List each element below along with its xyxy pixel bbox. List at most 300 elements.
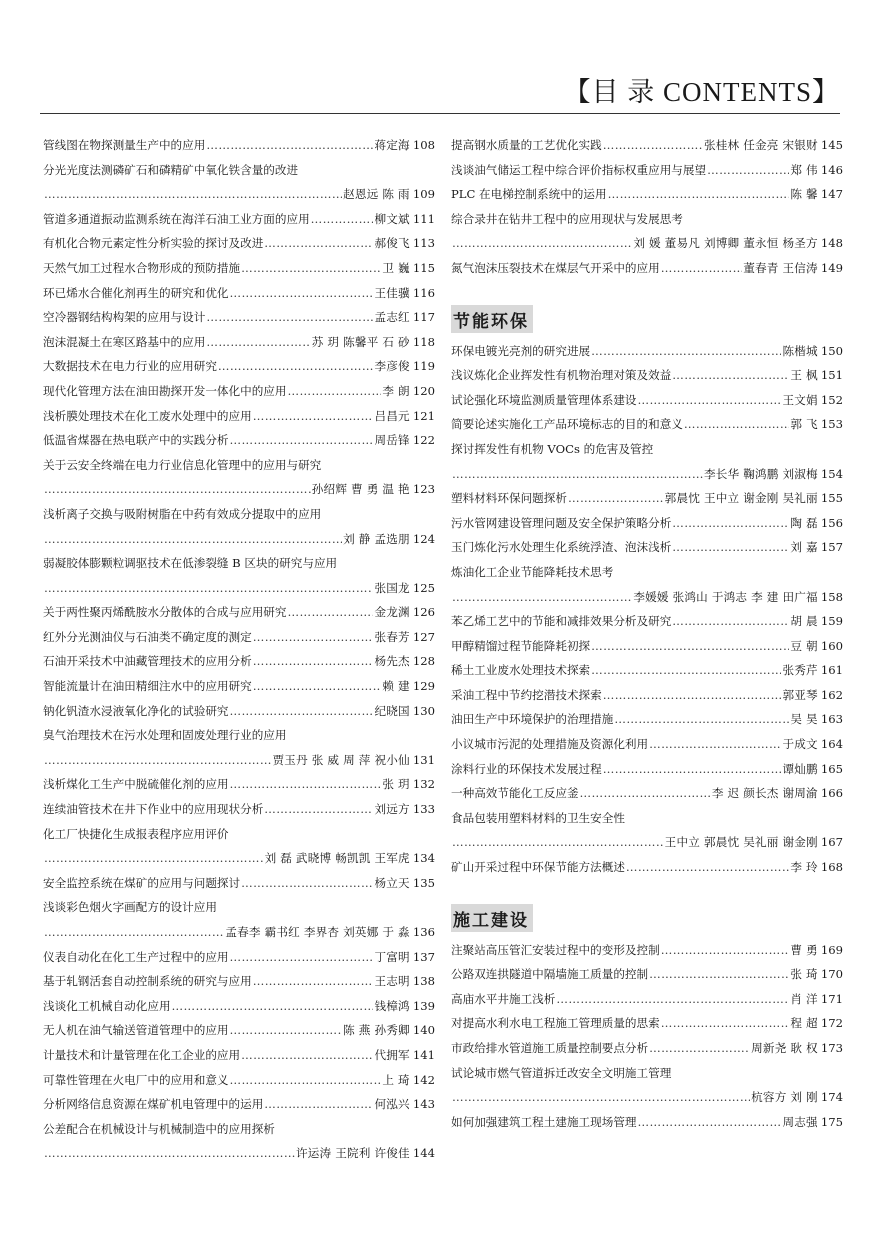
entry-page-number: 171 [820, 991, 843, 1006]
entry-page-number: 141 [412, 1047, 435, 1062]
toc-entry[interactable] [451, 806, 843, 831]
toc-entry[interactable] [43, 354, 435, 379]
dot-leader [241, 871, 373, 896]
dot-leader [241, 1043, 373, 1068]
dot-leader [452, 462, 703, 487]
entry-page-number: 137 [412, 949, 435, 964]
dot-leader [452, 585, 632, 610]
dot-leader [230, 1018, 343, 1043]
dot-leader [253, 404, 374, 429]
toc-entry[interactable] [451, 462, 843, 487]
entry-page-number: 173 [820, 1041, 843, 1055]
toc-entry[interactable] [43, 330, 435, 355]
entry-authors: 王 枫 [790, 368, 818, 383]
toc-entry[interactable] [451, 339, 843, 364]
entry-page-number: 151 [820, 368, 843, 383]
entry-title: 浅析膜处理技术在化工废水处理中的应用 [43, 408, 252, 423]
entry-title: 可靠性管理在火电厂中的应用和意义 [43, 1072, 229, 1087]
entry-title: 小议城市污泥的处理措施及资源化利用 [451, 737, 649, 752]
entry-page-number: 128 [412, 654, 435, 669]
entry-authors: 贾玉丹 张 威 周 萍 祝小仙 [272, 752, 410, 767]
toc-entry[interactable] [43, 895, 435, 920]
dot-leader [241, 256, 381, 281]
entry-page-number: 174 [820, 1090, 843, 1105]
entry-title: 弱凝胶体膨颗粒调驱技术在低渗裂缝 B 区块的研究与应用 [43, 556, 338, 571]
toc-entry[interactable] [451, 757, 843, 782]
entry-authors: 胡 晨 [790, 614, 818, 629]
entry-authors: 程 超 [790, 1016, 818, 1031]
toc-entry[interactable] [43, 600, 435, 625]
entry-title: 低温省煤器在热电联产中的实践分析 [43, 433, 229, 448]
toc-entry[interactable] [43, 1092, 435, 1117]
toc-entry[interactable] [451, 683, 843, 708]
entry-title: 环已烯水合催化剂再生的研究和优化 [43, 285, 229, 300]
entry-page-number: 136 [412, 925, 435, 939]
entry-title: 天然气加工过程水合物形成的预防措施 [43, 260, 241, 275]
entry-authors: 郝俊飞 [374, 236, 410, 251]
toc-entry[interactable] [451, 938, 843, 963]
entry-authors: 豆 朝 [790, 638, 818, 653]
toc-entry[interactable] [451, 437, 843, 462]
toc-entry[interactable] [43, 822, 435, 847]
entry-authors: 谭灿鹏 [782, 761, 818, 776]
entry-page-number: 158 [820, 589, 843, 604]
toc-entry[interactable] [43, 1068, 435, 1093]
entry-authors: 赵恩远 陈 雨 [343, 187, 410, 202]
toc-entry[interactable] [451, 658, 843, 683]
toc-entry[interactable] [43, 305, 435, 330]
entry-authors: 钱樟鸿 [374, 998, 410, 1013]
entry-authors: 张 琦 [790, 967, 818, 982]
entry-title: 矿山开采过程中环保节能方法概述 [451, 860, 625, 875]
toc-entry[interactable] [43, 576, 435, 601]
dot-leader [603, 683, 782, 708]
dot-leader [206, 133, 373, 158]
dot-leader [672, 535, 789, 560]
toc-entry[interactable] [43, 182, 435, 207]
entry-page-number: 123 [412, 482, 435, 497]
entry-page-number: 125 [412, 580, 435, 595]
dot-leader [661, 256, 743, 281]
toc-entry[interactable] [451, 1011, 843, 1036]
toc-entry[interactable] [43, 1018, 435, 1043]
entry-authors: 上 琦 [382, 1072, 410, 1087]
dot-leader [253, 649, 374, 674]
entry-title: 浅谈化工机械自动化应用 [43, 998, 171, 1013]
entry-page-number: 142 [412, 1072, 435, 1087]
toc-entry[interactable] [43, 748, 435, 773]
entry-title: 对提高水利水电工程施工管理质量的思索 [451, 1016, 660, 1031]
dot-leader [206, 305, 373, 330]
entry-title: 无人机在油气输送管道管理中的应用 [43, 1023, 229, 1038]
toc-entry[interactable] [43, 920, 435, 945]
entry-title: 化工厂快捷化生成报表程序应用评价 [43, 826, 229, 841]
toc-entry[interactable] [43, 281, 435, 306]
dot-leader [230, 772, 382, 797]
dot-leader [580, 781, 711, 806]
entry-page-number: 122 [412, 433, 435, 448]
entry-authors: 刘 静 孟选朋 [343, 531, 410, 546]
toc-entry[interactable] [451, 535, 843, 560]
toc-entry[interactable] [451, 207, 843, 232]
toc-entry[interactable] [43, 674, 435, 699]
entry-page-number: 108 [412, 138, 435, 152]
toc-entry[interactable] [43, 428, 435, 453]
entry-page-number: 139 [412, 998, 435, 1013]
toc-entry[interactable] [451, 1085, 843, 1110]
entry-page-number: 175 [820, 1114, 843, 1129]
toc-entry[interactable] [451, 363, 843, 388]
entry-page-number: 168 [820, 860, 843, 875]
dot-leader [591, 658, 781, 683]
entry-authors: 于成文 [782, 737, 818, 752]
entry-page-number: 120 [412, 383, 435, 398]
entry-page-number: 166 [820, 786, 843, 801]
dot-leader [253, 969, 374, 994]
entry-authors: 陈 燕 孙秀卿 [343, 1023, 410, 1038]
entry-title: 分析网络信息资源在煤矿机电管理中的运用 [43, 1097, 264, 1112]
toc-entry[interactable] [451, 231, 843, 256]
dot-leader [591, 634, 789, 659]
entry-title: 空冷器钢结构构架的应用与设计 [43, 310, 206, 325]
dot-leader [614, 707, 789, 732]
entry-title: 有机化合物元素定性分析实验的探讨及改进 [43, 236, 264, 251]
entry-page-number: 131 [412, 752, 435, 767]
dot-leader [707, 158, 789, 183]
toc-entry[interactable] [451, 1110, 843, 1135]
entry-authors: 吴 昊 [790, 712, 818, 727]
entry-authors: 王志明 [374, 974, 410, 989]
dot-leader [264, 797, 373, 822]
dot-leader [608, 182, 790, 207]
toc-entry[interactable] [451, 182, 843, 207]
dot-leader [44, 748, 271, 773]
entry-authors: 杨先杰 [374, 654, 410, 669]
entry-authors: 李 迟 颜长杰 谢周渝 [711, 786, 818, 801]
toc-entry[interactable] [451, 256, 843, 281]
entry-authors: 杨立天 [374, 875, 410, 890]
entry-title: 苯乙烯工艺中的节能和减排效果分析及研究 [451, 614, 672, 629]
toc-entry[interactable] [451, 634, 843, 659]
section-construction-header [451, 892, 843, 932]
entry-authors: 郭晨忱 王中立 谢金刚 吴礼丽 [664, 491, 818, 506]
entry-page-number: 130 [412, 703, 435, 718]
toc-entry[interactable] [43, 969, 435, 994]
entry-page-number: 170 [820, 967, 843, 982]
toc-entry[interactable] [43, 994, 435, 1019]
entry-authors: 吕昌元 [374, 408, 410, 423]
dot-leader [661, 938, 790, 963]
entry-title: 食品包装用塑料材料的卫生安全性 [451, 810, 625, 825]
toc-entry[interactable] [43, 797, 435, 822]
toc-entry[interactable] [43, 1141, 435, 1166]
entry-page-number: 164 [820, 737, 843, 752]
entry-page-number: 157 [820, 540, 843, 555]
entry-title: PLC 在电梯控制系统中的运用 [451, 187, 607, 202]
entry-page-number: 127 [412, 629, 435, 644]
dot-leader [649, 1036, 750, 1061]
entry-page-number: 138 [412, 974, 435, 989]
toc-entry[interactable] [43, 551, 435, 576]
toc-entry[interactable] [451, 560, 843, 585]
entry-authors: 郑 伟 [790, 162, 818, 177]
toc-entry[interactable] [43, 404, 435, 429]
entry-page-number: 111 [412, 211, 435, 226]
toc-entry[interactable] [43, 158, 435, 183]
toc-entry[interactable] [43, 527, 435, 552]
entry-title: 浅议炼化企业挥发性有机物治理对策及效益 [451, 368, 672, 383]
entry-authors: 周新尧 耿 权 [751, 1041, 818, 1055]
toc-entry[interactable] [451, 486, 843, 511]
dot-leader [206, 330, 310, 355]
entry-authors: 肖 洋 [790, 991, 818, 1006]
entry-title: 如何加强建筑工程土建施工现场管理 [451, 1114, 637, 1129]
dot-leader [44, 1141, 295, 1166]
dot-leader [44, 576, 373, 601]
entry-authors: 卫 巍 [382, 260, 410, 275]
entry-page-number: 149 [820, 260, 843, 275]
left-column [43, 133, 435, 1166]
entry-authors: 李彦俊 [374, 359, 410, 374]
entry-title: 智能流量计在油田精细注水中的应用研究 [43, 679, 252, 694]
entry-authors: 柳文斌 [374, 211, 410, 226]
dot-leader [44, 477, 311, 502]
entry-authors: 赖 建 [382, 679, 410, 694]
entry-page-number: 165 [820, 761, 843, 776]
entry-page-number: 133 [412, 802, 435, 817]
energy-entries [451, 339, 843, 880]
entry-title: 公差配合在机械设计与机械制造中的应用探析 [43, 1121, 275, 1136]
toc-entry[interactable] [43, 207, 435, 232]
toc-entry[interactable] [451, 855, 843, 880]
dot-leader [230, 945, 374, 970]
entry-authors: 郭 飞 [790, 417, 818, 432]
entry-page-number: 145 [820, 138, 843, 152]
entry-title: 高庙水平井施工浅析 [451, 991, 556, 1006]
entry-title: 甲醇精馏过程节能降耗初探 [451, 638, 591, 653]
toc-entry[interactable] [451, 412, 843, 437]
entry-page-number: 121 [412, 408, 435, 423]
page-header [0, 0, 880, 110]
dot-leader [452, 830, 664, 855]
entry-title: 基于轧钢活套自动控制系统的研究与应用 [43, 974, 252, 989]
entry-title: 试论城市燃气管道拆迁改安全文明施工管理 [451, 1065, 672, 1080]
entry-title: 稀土工业废水处理技术探索 [451, 663, 591, 678]
dot-leader [287, 600, 373, 625]
entry-title: 安全监控系统在煤矿的应用与问题探讨 [43, 875, 241, 890]
dot-leader [649, 732, 781, 757]
entry-page-number: 134 [412, 851, 435, 866]
contents-title: 【目 录 CONTENTS】 [563, 77, 840, 107]
toc-entry[interactable] [43, 699, 435, 724]
entry-title: 石油开采技术中油藏管理技术的应用分析 [43, 654, 252, 669]
dot-leader [230, 699, 374, 724]
toc-entry[interactable] [451, 133, 843, 158]
entry-authors: 张 玥 [382, 777, 410, 792]
toc-entry[interactable] [451, 158, 843, 183]
entry-authors: 曹 勇 [790, 942, 818, 957]
entry-authors: 刘 嘉 [790, 540, 818, 555]
toc-entry[interactable] [451, 1061, 843, 1086]
dot-leader [230, 428, 374, 453]
entry-authors: 丁富明 [374, 949, 410, 964]
entry-page-number: 117 [412, 310, 435, 325]
toc-entry[interactable] [43, 379, 435, 404]
dot-leader [264, 1092, 373, 1117]
entry-page-number: 148 [820, 236, 843, 251]
entry-title: 浅析离子交换与吸附树脂在中药有效成分提取中的应用 [43, 506, 322, 521]
toc-entry[interactable] [43, 723, 435, 748]
construction-entries [451, 938, 843, 1135]
entry-authors: 陶 磊 [790, 515, 818, 530]
entry-page-number: 140 [412, 1023, 435, 1038]
entry-authors: 孙绍辉 曹 勇 温 艳 [311, 482, 410, 497]
entry-title: 臭气治理技术在污水处理和固废处理行业的应用 [43, 728, 287, 743]
toc-entry[interactable] [43, 625, 435, 650]
entry-authors: 孟志红 [374, 310, 410, 325]
dot-leader [672, 609, 789, 634]
entry-authors: 杭容方 刘 刚 [751, 1090, 818, 1105]
entry-page-number: 153 [820, 417, 843, 432]
entry-authors: 许运涛 王院利 许俊佳 [295, 1146, 410, 1161]
toc-entry[interactable] [43, 231, 435, 256]
toc-entry[interactable] [43, 945, 435, 970]
dot-leader [626, 855, 789, 880]
toc-entry[interactable] [43, 502, 435, 527]
entry-page-number: 154 [820, 466, 843, 481]
entry-title: 塑料材料环保问题探析 [451, 491, 567, 506]
entry-page-number: 150 [820, 343, 843, 358]
entry-authors: 董春青 王信涛 [743, 260, 818, 275]
dot-leader [230, 281, 374, 306]
entry-authors: 蒋定海 [374, 138, 410, 152]
entry-title: 环保电镀光亮剂的研究进展 [451, 343, 591, 358]
toc-entry[interactable] [451, 707, 843, 732]
dot-leader [568, 486, 664, 511]
entry-title: 污水管网建设管理问题及安全保护策略分析 [451, 515, 672, 530]
entry-title: 连续油管技术在井下作业中的应用现状分析 [43, 802, 264, 817]
toc-entry[interactable] [43, 477, 435, 502]
entry-page-number: 161 [820, 663, 843, 678]
entry-page-number: 155 [820, 491, 843, 506]
dot-leader [230, 1068, 382, 1093]
entry-authors: 李媛媛 张鸿山 于鸿志 李 建 田广福 [633, 589, 818, 604]
dot-leader [287, 379, 381, 404]
toc-entry[interactable] [43, 871, 435, 896]
entry-authors: 王文娟 [782, 392, 818, 407]
entry-authors: 王中立 郭晨忱 吴礼丽 谢金刚 [664, 835, 818, 850]
entry-title: 仪表自动化在化工生产过程中的应用 [43, 949, 229, 964]
entry-title: 管线图在物探测量生产中的应用 [43, 138, 206, 152]
entry-title: 大数据技术在电力行业的应用研究 [43, 359, 217, 374]
dot-leader [218, 354, 374, 379]
entry-authors: 王佳骥 [374, 285, 410, 300]
toc-entry[interactable] [451, 830, 843, 855]
entry-title: 浅析煤化工生产中脱硫催化剂的应用 [43, 777, 229, 792]
entry-title: 简要论述实施化工产品环境标志的目的和意义 [451, 417, 683, 432]
entry-title: 浅谈油气储运工程中综合评价指标权重应用与展望 [451, 162, 707, 177]
entry-page-number: 146 [820, 162, 843, 177]
toc-entry[interactable] [43, 133, 435, 158]
dot-leader [253, 674, 382, 699]
dot-leader [672, 363, 789, 388]
entry-authors: 何泓兴 [374, 1097, 410, 1112]
entry-authors: 刘 媛 董易凡 刘博卿 董永恒 杨圣方 [633, 236, 818, 251]
entry-page-number: 159 [820, 614, 843, 629]
entry-authors: 周志强 [782, 1114, 818, 1129]
entry-authors: 刘 磊 武晓博 畅凯凯 王军虎 [264, 851, 410, 866]
dot-leader [264, 231, 373, 256]
toc-entry[interactable] [451, 388, 843, 413]
entry-title: 油田生产中环境保护的治理措施 [451, 712, 614, 727]
entry-title: 关于两性聚丙烯酰胺水分散体的合成与应用研究 [43, 605, 287, 620]
toc-entry[interactable] [451, 962, 843, 987]
entry-page-number: 167 [820, 835, 843, 850]
entry-page-number: 129 [412, 679, 435, 694]
toc-entry[interactable] [451, 732, 843, 757]
toc-entry[interactable] [43, 846, 435, 871]
entry-title: 市政给排水管道施工质量控制要点分析 [451, 1041, 649, 1055]
toc-entry[interactable] [43, 1043, 435, 1068]
entry-authors: 李长华 鞠鸿鹏 刘淑梅 [703, 466, 818, 481]
entry-title: 管道多通道振动监测系统在海洋石油工业方面的应用 [43, 211, 310, 226]
toc-entry[interactable] [451, 1036, 843, 1061]
toc-entry[interactable] [43, 1117, 435, 1142]
entry-authors: 苏 玥 陈馨平 石 砂 [311, 334, 410, 349]
entry-page-number: 124 [412, 531, 435, 546]
entry-authors: 纪晓国 [374, 703, 410, 718]
right-top-entries [451, 133, 843, 281]
toc-entry[interactable] [43, 256, 435, 281]
entry-page-number: 160 [820, 638, 843, 653]
entry-title: 钠化钒渣水浸液氧化净化的试验研究 [43, 703, 229, 718]
dot-leader [44, 527, 342, 552]
dot-leader [44, 920, 224, 945]
section-energy-title: 节能环保 [451, 305, 533, 333]
entry-authors: 陈 馨 [790, 187, 818, 202]
toc-entry[interactable] [451, 585, 843, 610]
entry-title: 试论强化环境监测质量管理体系建设 [451, 392, 637, 407]
section-construction-title: 施工建设 [451, 904, 533, 932]
entry-page-number: 156 [820, 515, 843, 530]
dot-leader [44, 846, 264, 871]
toc-entry[interactable] [43, 453, 435, 478]
entry-title: 提高钢水质量的工艺优化实践 [451, 138, 602, 152]
header-rule [40, 113, 840, 114]
dot-leader [603, 757, 782, 782]
entry-page-number: 115 [412, 260, 435, 275]
entry-page-number: 109 [412, 187, 435, 202]
toc-entry[interactable] [451, 781, 843, 806]
section-energy-header [451, 293, 843, 333]
entry-title: 现代化管理方法在油田勘探开发一体化中的应用 [43, 383, 287, 398]
entry-page-number: 163 [820, 712, 843, 727]
entry-title: 计量技术和计量管理在化工企业的应用 [43, 1047, 241, 1062]
toc-entry[interactable] [43, 772, 435, 797]
dot-leader [603, 133, 703, 158]
toc-entry[interactable] [451, 987, 843, 1012]
entry-authors: 李 朗 [382, 383, 410, 398]
toc-entry[interactable] [451, 609, 843, 634]
entry-authors: 张国龙 [374, 580, 410, 595]
entry-authors: 陈楷城 [782, 343, 818, 358]
toc-entry[interactable] [43, 649, 435, 674]
dot-leader [638, 388, 782, 413]
dot-leader [672, 511, 789, 536]
dot-leader [591, 339, 781, 364]
toc-entry[interactable] [451, 511, 843, 536]
entry-page-number: 135 [412, 875, 435, 890]
